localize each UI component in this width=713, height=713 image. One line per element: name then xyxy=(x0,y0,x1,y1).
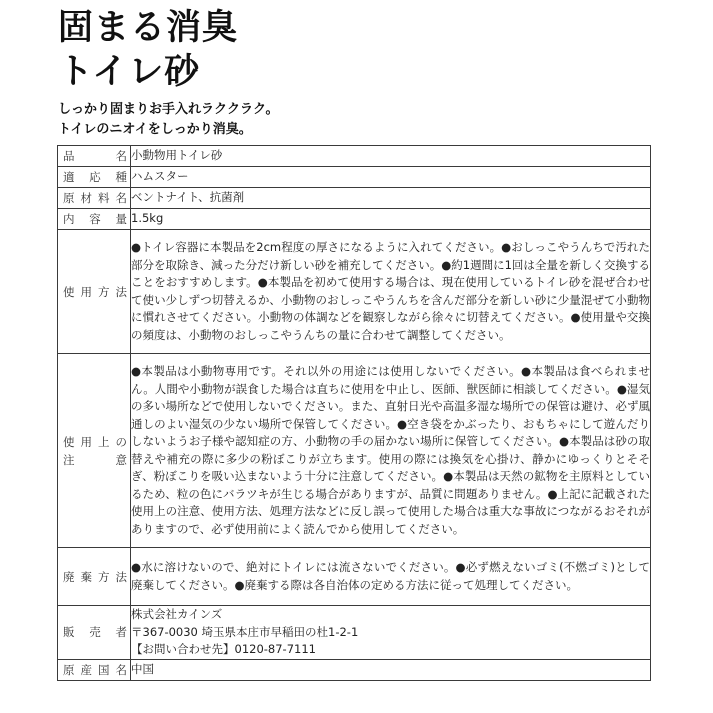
label-contents xyxy=(58,209,131,230)
label-char: 産 xyxy=(80,662,92,677)
seller-company: 株式会社カインズ xyxy=(131,607,223,621)
row-materials xyxy=(58,188,651,209)
label-char: 名 xyxy=(115,662,127,677)
label-char: 用 xyxy=(80,284,92,299)
tagline-line-2: トイレのニオイをしっかり消臭。 xyxy=(58,122,252,137)
row-target-species xyxy=(58,167,651,188)
label-disposal xyxy=(58,548,131,606)
label-char: 使 xyxy=(63,284,75,299)
row-seller xyxy=(58,606,651,660)
value-seller xyxy=(131,606,651,660)
label-char: 販 xyxy=(63,625,75,640)
row-precautions xyxy=(58,354,651,548)
label-char: 品 xyxy=(63,149,75,163)
label-char: 原 xyxy=(63,191,75,205)
label-char: 用 xyxy=(80,434,92,449)
label-char: 材 xyxy=(80,191,92,205)
label-char: の xyxy=(115,434,127,449)
label-char: 量 xyxy=(115,212,127,226)
label-char: 内 xyxy=(63,212,75,226)
label-char: 法 xyxy=(115,284,127,299)
spec-table xyxy=(57,145,651,681)
label-precautions xyxy=(58,354,131,548)
usage-text: ●トイレ容器に本製品を2cm程度の厚さになるように入れてください。●おしっこやうんちで汚れた部分を取除き、減った分だけ新しい砂を補充してください。●約1週間に1回は全量を新しく交換することをおすすめします。●本製品を初めて使用する場合は、現在使用しているトイレ砂を混ぜ合わせて使い少しずつ切替えるか、小動物のおしっこやうんちを含んだ部分を新しい砂に少量混ぜて小動物に慣れさせてください。小動物の体調などを観察しながら徐々に切替えてください。●使用量や交換の頻度は、小動物のおしっこやうんちの量に合わせて調整してください。 xyxy=(131,240,650,342)
product-title xyxy=(58,6,238,94)
label-char: 売 xyxy=(89,625,101,640)
value-product-name: 小動物用トイレ砂 xyxy=(131,146,651,167)
disposal-text: ●水に溶けないので、絶対にトイレには流さないでください。●必ず燃えないゴミ(不燃ゴミ)として廃棄してください。●廃棄する際は各自治体の定める方法に従って処理してください。 xyxy=(131,560,650,592)
seller-contact: 【お問い合わせ先】0120-87-7111 xyxy=(131,642,316,656)
value-precautions xyxy=(131,354,651,548)
label-seller xyxy=(58,606,131,660)
label-char: 方 xyxy=(98,569,110,584)
title-line-2: トイレ砂 xyxy=(58,52,201,92)
label-target-species xyxy=(58,167,131,188)
value-materials: ベントナイト、抗菌剤 xyxy=(131,188,651,209)
label-char: 応 xyxy=(89,170,101,184)
label-char: 者 xyxy=(115,625,127,640)
label-char: 種 xyxy=(115,170,127,184)
label-country-of-origin xyxy=(58,659,131,680)
label-char: 意 xyxy=(115,452,127,467)
product-tagline xyxy=(58,100,278,140)
label-char: 原 xyxy=(63,662,75,677)
value-country-of-origin: 中国 xyxy=(131,659,651,680)
label-char: 上 xyxy=(98,434,110,449)
label-char: 料 xyxy=(98,191,110,205)
value-contents: 1.5kg xyxy=(131,209,651,230)
value-target-species: ハムスター xyxy=(131,167,651,188)
label-char: 適 xyxy=(63,170,75,184)
value-usage xyxy=(131,230,651,354)
label-char: 注 xyxy=(63,452,75,467)
label-materials xyxy=(58,188,131,209)
precautions-text: ●本製品は小動物専用です。それ以外の用途には使用しないでください。●本製品は食べられません。人間や小動物が誤食した場合は直ちに使用を中止し、医師、獣医師に相談してください。●湿気の多い場所などで使用しないでください。また、直射日光や高温多湿な場所での保管は避け、必ず風通しのよい湿気の少ない場所で保管してください。●空き袋をかぶったり、おもちゃにして遊んだりしないようお子様や認知症の方、小動物の手の届かない場所に保管してください。●本製品は砂の取替えや補充の際に多少の粉ぼこりが立ちます。使用の際には換気を心掛け、静かにゆっくりとそそぎ、粉ぼこりを吸い込まないよう十分に注意してください。●本製品は天然の鉱物を主原料としているため、粒の色にバラツキが生じる場合がありますが、品質に問題ありません。●上記に記載された使用上の注意、使用方法、処理方法などに反し誤って使用した場合は重大な事故につながるおそれがありますので、必ず使用前によく読んでから使用してください。 xyxy=(131,364,650,536)
label-char: 容 xyxy=(89,212,101,226)
label-char: 法 xyxy=(115,569,127,584)
label-char: 方 xyxy=(98,284,110,299)
row-product-name xyxy=(58,146,651,167)
label-char: 国 xyxy=(98,662,110,677)
tagline-line-1: しっかり固まりお手入れラククラク。 xyxy=(58,102,279,117)
label-char: 棄 xyxy=(80,569,92,584)
row-country-of-origin xyxy=(58,659,651,680)
row-disposal xyxy=(58,548,651,606)
seller-address: 〒367-0030 埼玉県本庄市早稲田の杜1-2-1 xyxy=(131,624,359,639)
label-char: 使 xyxy=(63,434,75,449)
label-usage xyxy=(58,230,131,354)
row-contents xyxy=(58,209,651,230)
row-usage xyxy=(58,230,651,354)
label-char: 名 xyxy=(115,191,127,205)
value-disposal xyxy=(131,548,651,606)
label-char: 廃 xyxy=(63,569,75,584)
label-char: 名 xyxy=(115,149,127,163)
label-product-name xyxy=(58,146,131,167)
title-line-1: 固まる消臭 xyxy=(58,8,239,48)
